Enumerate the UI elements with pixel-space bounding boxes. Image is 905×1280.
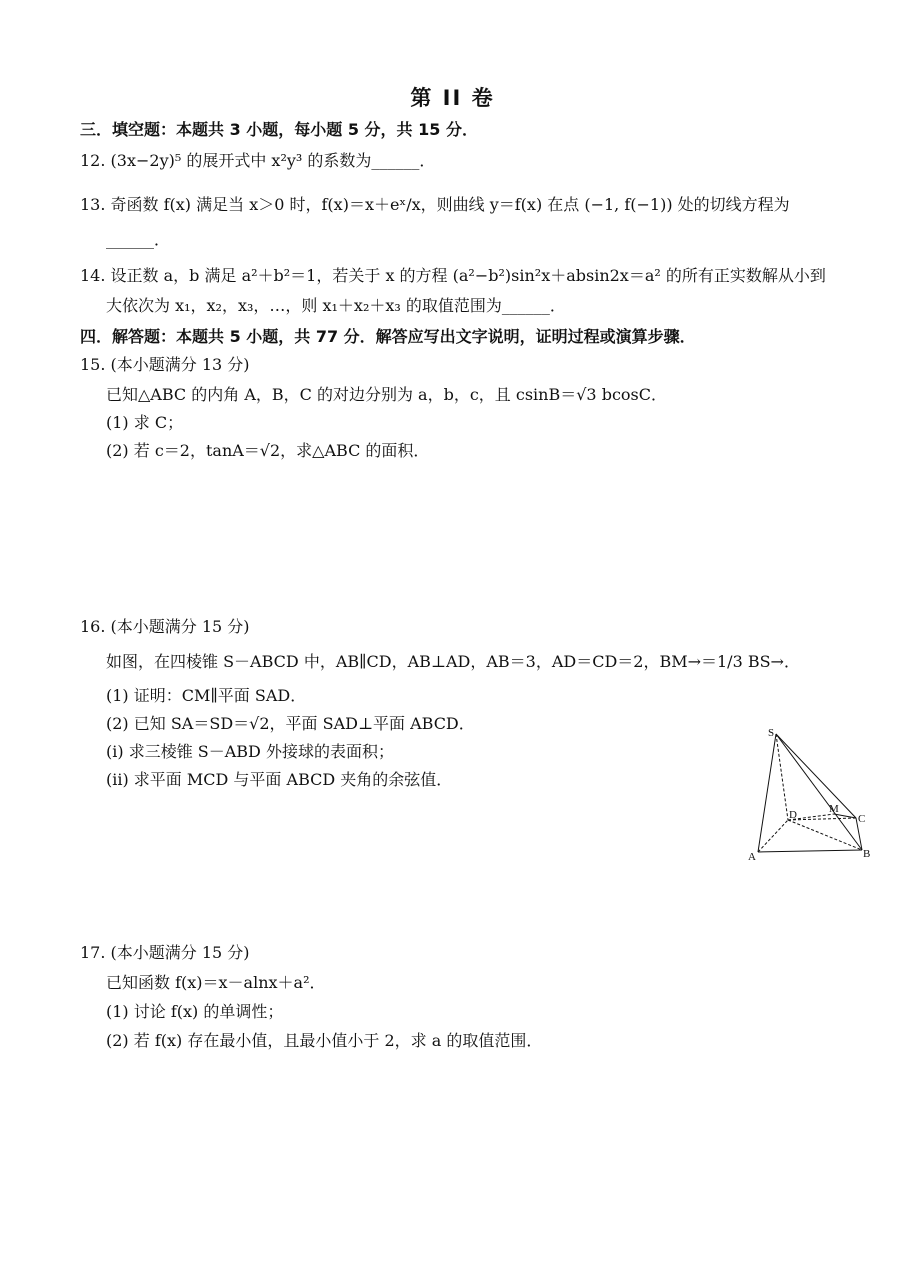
question-17-stem: 已知函数 f(x)＝x－alnx＋a²． bbox=[106, 973, 326, 992]
edge-sc bbox=[776, 734, 856, 818]
question-14-line1: 14. 设正数 a，b 满足 a²＋b²＝1，若关于 x 的方程 (a²−b²)sin²x＋absin2x＝a² 的所有正实数解从小到 bbox=[80, 266, 826, 285]
question-16-stem: 如图，在四棱锥 S－ABCD 中，AB∥CD，AB⊥AD，AB＝3，AD＝CD＝2，BM→＝1/3 BS→． bbox=[106, 652, 800, 671]
question-16-part2-i: (i) 求三棱锥 S－ABD 外接球的表面积； bbox=[106, 742, 394, 761]
question-15-header: 15. (本小题满分 13 分) bbox=[80, 355, 250, 374]
label-c: C bbox=[858, 813, 866, 825]
label-a: A bbox=[748, 851, 756, 862]
edge-sb bbox=[776, 734, 862, 850]
edge-sd bbox=[776, 734, 788, 820]
pyramid-figure bbox=[746, 726, 886, 862]
question-12: 12. (3x−2y)⁵ 的展开式中 x²y³ 的系数为______． bbox=[80, 151, 436, 170]
label-s: S bbox=[768, 727, 775, 739]
edge-ab bbox=[758, 850, 862, 852]
question-16-part2: (2) 已知 SA＝SD＝√2，平面 SAD⊥平面 ABCD． bbox=[106, 714, 475, 733]
question-15-part2: (2) 若 c＝2，tanA＝√2，求△ABC 的面积． bbox=[106, 441, 430, 460]
question-15-stem: 已知△ABC 的内角 A，B，C 的对边分别为 a，b，c，且 csinB＝√3 bcosC． bbox=[106, 385, 667, 404]
label-m: M bbox=[829, 803, 839, 815]
section-4-heading: 四．解答题：本题共 5 小题，共 77 分．解答应写出文字说明，证明过程或演算步骤． bbox=[80, 327, 696, 346]
question-13-line1: 13. 奇函数 f(x) 满足当 x＞0 时，f(x)＝x＋eˣ/x，则曲线 y＝f(x) 在点 (−1, f(−1)) 处的切线方程为 bbox=[80, 195, 790, 214]
question-15-part1: (1) 求 C； bbox=[106, 413, 184, 432]
question-17-part2: (2) 若 f(x) 存在最小值，且最小值小于 2，求 a 的取值范围． bbox=[106, 1031, 543, 1050]
question-16-part1: (1) 证明：CM∥平面 SAD． bbox=[106, 686, 307, 705]
question-16-part2-ii: (ii) 求平面 MCD 与平面 ABCD 夹角的余弦值． bbox=[106, 770, 453, 789]
label-b: B bbox=[863, 848, 871, 860]
question-16-header: 16. (本小题满分 15 分) bbox=[80, 617, 250, 636]
label-d: D bbox=[789, 809, 797, 821]
question-13-line2: ______． bbox=[106, 230, 171, 249]
question-17-header: 17. (本小题满分 15 分) bbox=[80, 943, 250, 962]
edge-sa bbox=[758, 734, 776, 852]
question-17-part1: (1) 讨论 f(x) 的单调性； bbox=[106, 1002, 284, 1021]
section-3-heading: 三．填空题：本题共 3 小题，每小题 5 分，共 15 分． bbox=[80, 120, 478, 139]
question-14-line2: 大依次为 x₁，x₂，x₃，…，则 x₁＋x₂＋x₃ 的取值范围为______． bbox=[106, 296, 566, 315]
page-title: 第 II 卷 bbox=[410, 86, 495, 110]
